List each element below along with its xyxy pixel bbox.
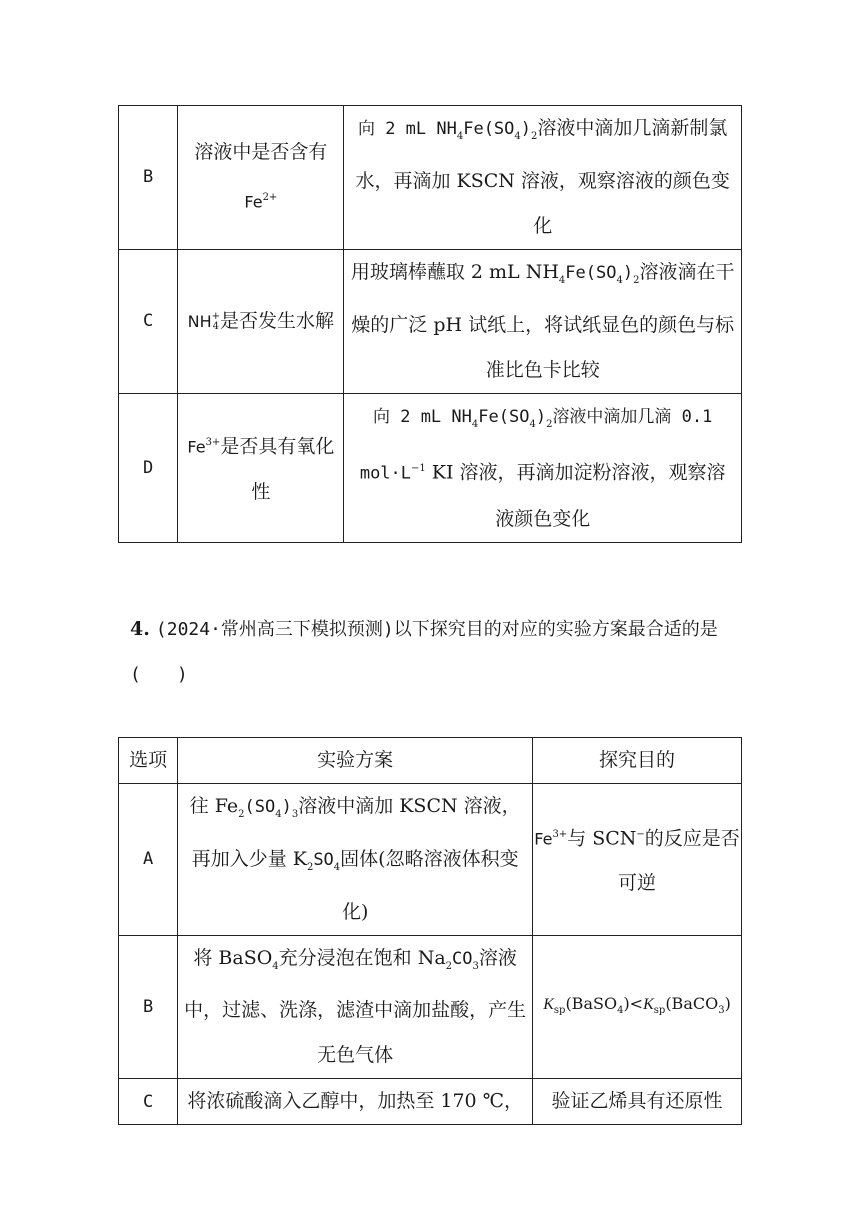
ion-formula: NH: [187, 311, 212, 331]
table-row: [119, 1079, 742, 1125]
header-option: 选项: [119, 738, 178, 784]
option-label: D: [143, 457, 154, 478]
question-text: (2024·常州高三下模拟预测)以下探究目的对应的实验方案最合适的是( ): [130, 619, 718, 685]
ion-formula: Fe: [244, 192, 263, 212]
subscript: 2: [633, 274, 640, 286]
experiment-table-2: [118, 737, 742, 1125]
purpose-text: )<: [623, 993, 644, 1013]
purpose-text: (BaSO: [565, 993, 618, 1013]
plan-text: 将 BaSO: [193, 946, 273, 969]
purpose-text: 是否发生水解: [220, 309, 335, 332]
table-header-row: [119, 738, 742, 784]
plan-text: ): [622, 262, 634, 283]
purpose-text: ): [724, 993, 731, 1013]
plan-text: (SO: [244, 797, 276, 817]
purpose-cell: [178, 393, 344, 542]
plan-cell: [344, 106, 742, 250]
subscript: sp: [653, 1005, 666, 1017]
ion-charge: 2+: [262, 192, 278, 204]
option-cell: [119, 393, 178, 542]
plan-text: 溶液中，过滤、洗涤，滤渣中滴加盐酸，产生无色气体: [184, 946, 527, 1067]
option-label: A: [142, 849, 154, 870]
option-label: B: [143, 167, 154, 188]
option-label: C: [143, 311, 154, 332]
plan-text: KI 溶液，再滴加淀粉溶液，观察溶液颜色变化: [425, 461, 726, 530]
subscript: 3: [718, 1005, 725, 1017]
purpose-cell: [533, 1079, 742, 1125]
subscript: 4: [558, 274, 566, 286]
ion-formula: Fe: [187, 437, 206, 457]
plan-cell: [344, 393, 742, 542]
plan-text: CO: [452, 948, 473, 969]
plan-text: 溶液中滴加几滴新制氯水，再滴加 KSCN 溶液，观察溶液的颜色变化: [355, 117, 730, 237]
subscript: 4: [616, 274, 623, 286]
subscript: sp: [553, 1005, 566, 1017]
subscript: 2: [306, 861, 314, 873]
plan-text: Fe(SO: [565, 262, 617, 283]
plan-cell: [178, 784, 533, 936]
subscript: 4: [456, 130, 464, 142]
purpose-text: 的反应是否可逆: [618, 827, 740, 895]
purpose-cell: [178, 106, 344, 250]
question-4: [130, 607, 742, 697]
plan-text: 向 2 mL NH: [372, 406, 472, 427]
subscript: 2: [445, 960, 453, 972]
option-cell: [119, 106, 178, 250]
table-row: [119, 393, 742, 542]
ion-charge: −: [636, 829, 645, 841]
question-number: 4.: [130, 618, 150, 640]
table-row: [119, 784, 742, 936]
plan-text: 充分浸泡在饱和 Na: [278, 946, 446, 969]
ion-charge: +: [211, 310, 221, 322]
plan-cell: [178, 935, 533, 1079]
subscript: 4: [514, 130, 521, 142]
option-label: C: [142, 1091, 154, 1112]
plan-text: 溶液中滴加 KSCN 溶液，再加入少量 K: [191, 795, 521, 870]
plan-cell: [178, 1079, 533, 1125]
subscript: 3: [472, 960, 479, 972]
purpose-text: 验证乙烯具有还原性: [551, 1090, 723, 1113]
plan-text: 将浓硫酸滴入乙醇中，加热至 170 ℃，: [187, 1090, 523, 1113]
plan-text: ): [535, 406, 547, 427]
subscript: 2: [546, 418, 553, 430]
header-purpose: 探究目的: [533, 738, 742, 784]
subscript: 4: [275, 808, 282, 820]
experiment-table-1: [118, 105, 742, 543]
plan-text: SO: [313, 849, 334, 870]
subscript: 4: [617, 1005, 624, 1017]
purpose-cell: [533, 784, 742, 936]
option-cell: [119, 784, 178, 936]
plan-text: 固体(忽略溶液体积变化): [340, 847, 519, 923]
purpose-text: 溶液中是否含有: [194, 141, 328, 164]
purpose-text: 与 SCN: [567, 827, 637, 850]
ksp-symbol: K: [643, 995, 654, 1013]
plan-text: Fe(SO: [478, 406, 530, 427]
purpose-cell: [533, 935, 742, 1079]
ksp-symbol: K: [543, 995, 554, 1013]
subscript: 3: [291, 808, 299, 820]
plan-text: 往 Fe: [189, 795, 239, 817]
subscript: 4: [333, 861, 341, 873]
option-cell: [119, 1079, 178, 1125]
option-cell: [119, 249, 178, 393]
table-row: [119, 106, 742, 250]
ion-formula: Fe: [534, 829, 553, 849]
ion-charge: 3+: [552, 829, 568, 841]
purpose-cell: [178, 249, 344, 393]
subscript: 4: [212, 320, 220, 332]
plan-text: 向 2 mL NH: [357, 119, 457, 139]
plan-text: 溶液中滴加几滴 0.1 mol·L: [359, 406, 713, 484]
table-row: [119, 935, 742, 1079]
superscript: −1: [411, 463, 426, 475]
plan-cell: [344, 249, 742, 393]
ion-charge: 3+: [205, 437, 221, 449]
plan-text: 溶液滴在干燥的广泛 pH 试纸上，将试纸显色的颜色与标准比色卡比较: [351, 260, 735, 381]
table-row: [119, 249, 742, 393]
purpose-text: 是否具有氧化性: [220, 435, 335, 503]
option-label: B: [142, 996, 154, 1017]
plan-text: ): [520, 119, 532, 139]
header-plan: 实验方案: [178, 738, 533, 784]
option-cell: [119, 935, 178, 1079]
subscript: 4: [272, 960, 279, 972]
subscript: 2: [531, 130, 538, 142]
ion-script: [212, 312, 220, 332]
subscript: 4: [529, 418, 536, 430]
plan-text: 用玻璃棒蘸取 2 mL NH: [350, 260, 559, 283]
plan-text: ): [281, 797, 292, 817]
subscript: 2: [238, 808, 245, 820]
purpose-text: (BaCO: [665, 993, 719, 1013]
subscript: 4: [471, 418, 479, 430]
plan-text: Fe(SO: [463, 119, 515, 139]
